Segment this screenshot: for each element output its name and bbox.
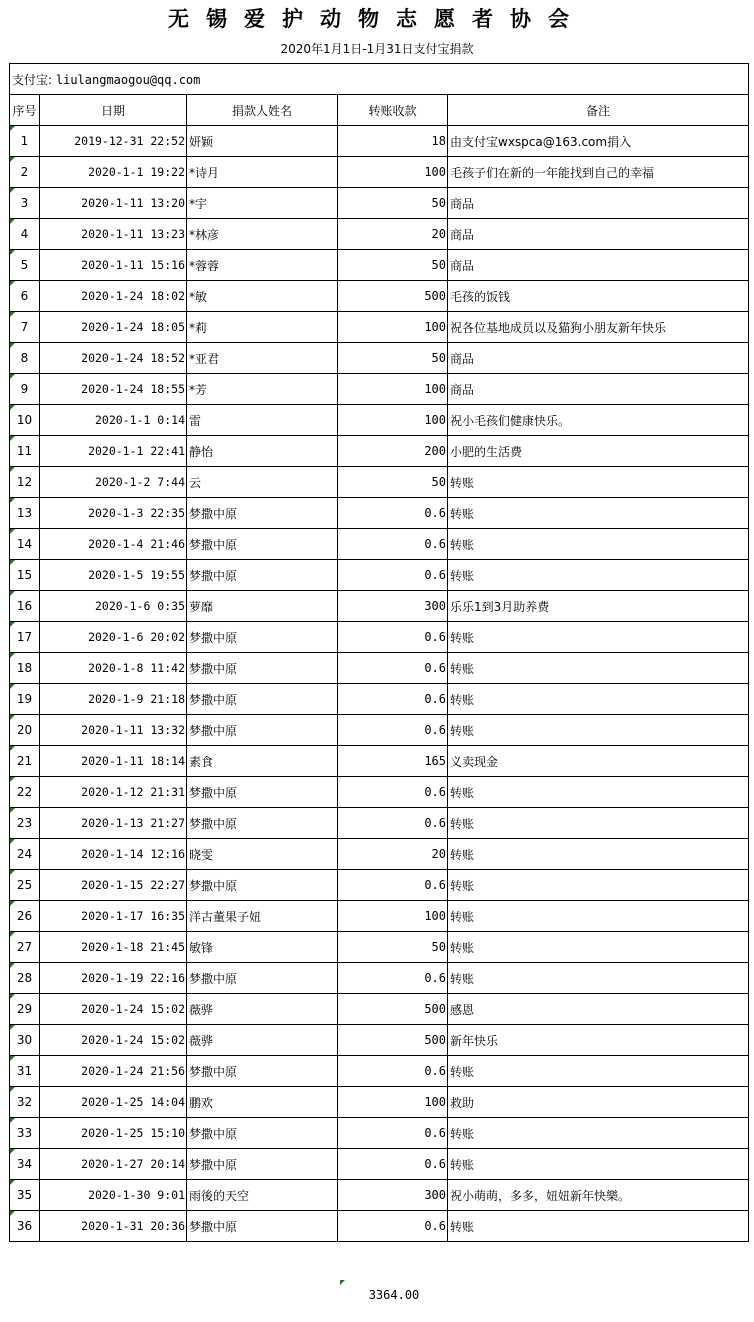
row-no: 33	[10, 1118, 40, 1149]
row-amount: 0.6	[338, 1056, 448, 1087]
header-note: 备注	[448, 95, 749, 126]
row-donor-name: 梦撒中原	[187, 529, 338, 560]
row-no: 23	[10, 808, 40, 839]
row-date: 2020-1-4 21:46	[40, 529, 187, 560]
row-amount: 500	[338, 1025, 448, 1056]
donation-table-body	[10, 64, 749, 1242]
row-date: 2020-1-30 9:01	[40, 1180, 187, 1211]
row-donor-name: 雨後的天空	[187, 1180, 338, 1211]
table-row	[10, 436, 749, 467]
row-note: 由支付宝wxspca@163.com捐入	[448, 126, 749, 157]
row-date: 2020-1-11 13:32	[40, 715, 187, 746]
row-donor-name: 洋古董果子妞	[187, 901, 338, 932]
row-no: 9	[10, 374, 40, 405]
row-amount: 0.6	[338, 560, 448, 591]
row-note: 转账	[448, 560, 749, 591]
row-date: 2020-1-1 19:22	[40, 157, 187, 188]
table-row	[10, 622, 749, 653]
table-row	[10, 653, 749, 684]
row-no: 12	[10, 467, 40, 498]
row-donor-name: 梦撒中原	[187, 560, 338, 591]
row-amount: 0.6	[338, 870, 448, 901]
row-date: 2020-1-24 15:02	[40, 994, 187, 1025]
row-amount: 100	[338, 374, 448, 405]
table-row	[10, 560, 749, 591]
row-no: 5	[10, 250, 40, 281]
table-row	[10, 1087, 749, 1118]
row-note: 救助	[448, 1087, 749, 1118]
row-donor-name: *蓉蓉	[187, 250, 338, 281]
row-amount: 50	[338, 188, 448, 219]
row-note: 转账	[448, 684, 749, 715]
account-cell	[10, 64, 749, 95]
row-no: 4	[10, 219, 40, 250]
row-date: 2020-1-5 19:55	[40, 560, 187, 591]
table-row	[10, 312, 749, 343]
row-no: 10	[10, 405, 40, 436]
row-amount: 0.6	[338, 622, 448, 653]
row-note: 祝各位基地成员以及猫狗小朋友新年快乐	[448, 312, 749, 343]
total-amount: 3364.00	[340, 1280, 448, 1302]
row-date: 2020-1-24 18:52	[40, 343, 187, 374]
row-no: 29	[10, 994, 40, 1025]
row-donor-name: 静怡	[187, 436, 338, 467]
table-row	[10, 994, 749, 1025]
row-no: 16	[10, 591, 40, 622]
row-date: 2020-1-19 22:16	[40, 963, 187, 994]
row-amount: 50	[338, 343, 448, 374]
row-amount: 20	[338, 219, 448, 250]
row-date: 2020-1-8 11:42	[40, 653, 187, 684]
row-date: 2020-1-18 21:45	[40, 932, 187, 963]
header-amount: 转账收款	[338, 95, 448, 126]
row-donor-name: *亚君	[187, 343, 338, 374]
row-donor-name: 梦撒中原	[187, 808, 338, 839]
row-amount: 0.6	[338, 1149, 448, 1180]
header-date: 日期	[40, 95, 187, 126]
row-note: 小肥的生活费	[448, 436, 749, 467]
table-row	[10, 808, 749, 839]
row-amount: 100	[338, 405, 448, 436]
row-amount: 0.6	[338, 777, 448, 808]
row-note: 感恩	[448, 994, 749, 1025]
table-row	[10, 1056, 749, 1087]
row-no: 35	[10, 1180, 40, 1211]
row-date: 2020-1-6 0:35	[40, 591, 187, 622]
row-note: 转账	[448, 467, 749, 498]
row-date: 2020-1-14 12:16	[40, 839, 187, 870]
row-amount: 300	[338, 1180, 448, 1211]
table-row	[10, 1025, 749, 1056]
row-note: 毛孩的饭钱	[448, 281, 749, 312]
row-date: 2020-1-24 18:02	[40, 281, 187, 312]
row-note: 转账	[448, 839, 749, 870]
row-date: 2020-1-11 15:16	[40, 250, 187, 281]
row-donor-name: 梦撒中原	[187, 622, 338, 653]
table-row	[10, 591, 749, 622]
table-row	[10, 157, 749, 188]
row-amount: 0.6	[338, 715, 448, 746]
row-no: 3	[10, 188, 40, 219]
row-no: 1	[10, 126, 40, 157]
header-name: 捐款人姓名	[187, 95, 338, 126]
row-amount: 20	[338, 839, 448, 870]
table-row	[10, 281, 749, 312]
row-donor-name: 素食	[187, 746, 338, 777]
row-donor-name: 梦撒中原	[187, 1118, 338, 1149]
row-date: 2020-1-6 20:02	[40, 622, 187, 653]
row-no: 11	[10, 436, 40, 467]
row-date: 2020-1-25 14:04	[40, 1087, 187, 1118]
row-donor-name: 云	[187, 467, 338, 498]
row-note: 转账	[448, 870, 749, 901]
row-amount: 0.6	[338, 1118, 448, 1149]
row-amount: 50	[338, 467, 448, 498]
row-date: 2020-1-15 22:27	[40, 870, 187, 901]
row-donor-name: 梦撒中原	[187, 498, 338, 529]
row-no: 26	[10, 901, 40, 932]
row-note: 转账	[448, 901, 749, 932]
row-amount: 50	[338, 250, 448, 281]
row-donor-name: 梦撒中原	[187, 963, 338, 994]
account-row	[10, 64, 749, 95]
row-amount: 0.6	[338, 1211, 448, 1242]
row-donor-name: 梦撒中原	[187, 653, 338, 684]
row-no: 7	[10, 312, 40, 343]
row-date: 2020-1-13 21:27	[40, 808, 187, 839]
row-no: 14	[10, 529, 40, 560]
row-amount: 300	[338, 591, 448, 622]
row-donor-name: *敏	[187, 281, 338, 312]
row-date: 2019-12-31 22:52	[40, 126, 187, 157]
row-note: 转账	[448, 1118, 749, 1149]
table-row	[10, 188, 749, 219]
row-donor-name: 薇骅	[187, 1025, 338, 1056]
row-no: 30	[10, 1025, 40, 1056]
row-date: 2020-1-3 22:35	[40, 498, 187, 529]
row-amount: 18	[338, 126, 448, 157]
row-amount: 0.6	[338, 653, 448, 684]
row-donor-name: 梦撒中原	[187, 1211, 338, 1242]
row-donor-name: 萝靡	[187, 591, 338, 622]
row-donor-name: *宇	[187, 188, 338, 219]
row-date: 2020-1-1 0:14	[40, 405, 187, 436]
row-note: 转账	[448, 932, 749, 963]
row-amount: 0.6	[338, 529, 448, 560]
row-donor-name: *林彦	[187, 219, 338, 250]
table-row	[10, 746, 749, 777]
row-date: 2020-1-25 15:10	[40, 1118, 187, 1149]
row-amount: 100	[338, 157, 448, 188]
account-label: 支付宝:	[12, 72, 53, 87]
row-note: 转账	[448, 529, 749, 560]
table-row	[10, 219, 749, 250]
row-note: 商品	[448, 343, 749, 374]
row-note: 转账	[448, 1211, 749, 1242]
table-row	[10, 932, 749, 963]
row-amount: 50	[338, 932, 448, 963]
row-donor-name: 梦撒中原	[187, 1056, 338, 1087]
row-note: 转账	[448, 622, 749, 653]
row-note: 转账	[448, 1056, 749, 1087]
row-no: 21	[10, 746, 40, 777]
row-no: 18	[10, 653, 40, 684]
row-no: 2	[10, 157, 40, 188]
row-no: 32	[10, 1087, 40, 1118]
header-no: 序号	[10, 95, 40, 126]
row-note: 商品	[448, 188, 749, 219]
row-amount: 100	[338, 312, 448, 343]
row-donor-name: 敏锋	[187, 932, 338, 963]
row-date: 2020-1-12 21:31	[40, 777, 187, 808]
table-row	[10, 901, 749, 932]
row-note: 转账	[448, 777, 749, 808]
row-date: 2020-1-24 15:02	[40, 1025, 187, 1056]
row-date: 2020-1-31 20:36	[40, 1211, 187, 1242]
page-subtitle: 2020年1月1日-1月31日支付宝捐款	[280, 42, 474, 56]
row-note: 义卖现金	[448, 746, 749, 777]
row-no: 28	[10, 963, 40, 994]
row-no: 20	[10, 715, 40, 746]
row-donor-name: 梦撒中原	[187, 777, 338, 808]
donation-table	[9, 63, 749, 1242]
row-no: 15	[10, 560, 40, 591]
table-row	[10, 1118, 749, 1149]
row-donor-name: *芳	[187, 374, 338, 405]
row-no: 19	[10, 684, 40, 715]
row-date: 2020-1-1 22:41	[40, 436, 187, 467]
row-date: 2020-1-11 13:23	[40, 219, 187, 250]
row-no: 8	[10, 343, 40, 374]
row-note: 转账	[448, 1149, 749, 1180]
row-no: 22	[10, 777, 40, 808]
row-note: 转账	[448, 653, 749, 684]
row-note: 新年快乐	[448, 1025, 749, 1056]
row-no: 6	[10, 281, 40, 312]
row-amount: 0.6	[338, 808, 448, 839]
row-amount: 0.6	[338, 684, 448, 715]
row-donor-name: 晓雯	[187, 839, 338, 870]
row-no: 27	[10, 932, 40, 963]
table-row	[10, 250, 749, 281]
row-date: 2020-1-11 13:20	[40, 188, 187, 219]
table-row	[10, 1180, 749, 1211]
row-no: 25	[10, 870, 40, 901]
table-row	[10, 374, 749, 405]
row-donor-name: 梦撒中原	[187, 870, 338, 901]
account-email: liulangmaogou@qq.com	[55, 72, 201, 87]
row-date: 2020-1-11 18:14	[40, 746, 187, 777]
row-donor-name: *莉	[187, 312, 338, 343]
row-date: 2020-1-27 20:14	[40, 1149, 187, 1180]
row-no: 24	[10, 839, 40, 870]
row-amount: 0.6	[338, 498, 448, 529]
table-row	[10, 126, 749, 157]
row-date: 2020-1-24 18:05	[40, 312, 187, 343]
table-row	[10, 963, 749, 994]
table-row	[10, 529, 749, 560]
row-note: 转账	[448, 498, 749, 529]
page-title: 无锡爱护动物志愿者协会	[168, 6, 586, 31]
table-row	[10, 1149, 749, 1180]
row-donor-name: 薇骅	[187, 994, 338, 1025]
row-note: 祝小毛孩们健康快乐。	[448, 405, 749, 436]
table-row	[10, 777, 749, 808]
row-amount: 100	[338, 1087, 448, 1118]
row-amount: 500	[338, 994, 448, 1025]
row-donor-name: 梦撒中原	[187, 1149, 338, 1180]
row-donor-name: 梦撒中原	[187, 715, 338, 746]
table-row	[10, 684, 749, 715]
row-date: 2020-1-24 18:55	[40, 374, 187, 405]
row-note: 转账	[448, 963, 749, 994]
row-no: 36	[10, 1211, 40, 1242]
table-row	[10, 467, 749, 498]
row-donor-name: *诗月	[187, 157, 338, 188]
row-amount: 500	[338, 281, 448, 312]
row-donor-name: 鹏欢	[187, 1087, 338, 1118]
row-note: 乐乐1到3月助养费	[448, 591, 749, 622]
row-donor-name: 梦撒中原	[187, 684, 338, 715]
row-amount: 165	[338, 746, 448, 777]
row-note: 毛孩子们在新的一年能找到自己的幸福	[448, 157, 749, 188]
row-note: 商品	[448, 374, 749, 405]
row-amount: 0.6	[338, 963, 448, 994]
row-amount: 100	[338, 901, 448, 932]
row-note: 祝小萌萌，多多，妞妞新年快樂。	[448, 1180, 749, 1211]
table-row	[10, 839, 749, 870]
header-row	[10, 95, 749, 126]
table-row	[10, 405, 749, 436]
table-row	[10, 1211, 749, 1242]
table-row	[10, 870, 749, 901]
row-date: 2020-1-2 7:44	[40, 467, 187, 498]
row-note: 转账	[448, 808, 749, 839]
row-no: 17	[10, 622, 40, 653]
row-date: 2020-1-9 21:18	[40, 684, 187, 715]
row-donor-name: 雷	[187, 405, 338, 436]
row-note: 商品	[448, 250, 749, 281]
row-donor-name: 妍颖	[187, 126, 338, 157]
row-amount: 200	[338, 436, 448, 467]
table-row	[10, 715, 749, 746]
row-note: 转账	[448, 715, 749, 746]
row-no: 13	[10, 498, 40, 529]
table-row	[10, 343, 749, 374]
row-note: 商品	[448, 219, 749, 250]
row-no: 31	[10, 1056, 40, 1087]
row-date: 2020-1-24 21:56	[40, 1056, 187, 1087]
row-date: 2020-1-17 16:35	[40, 901, 187, 932]
row-no: 34	[10, 1149, 40, 1180]
table-row	[10, 498, 749, 529]
